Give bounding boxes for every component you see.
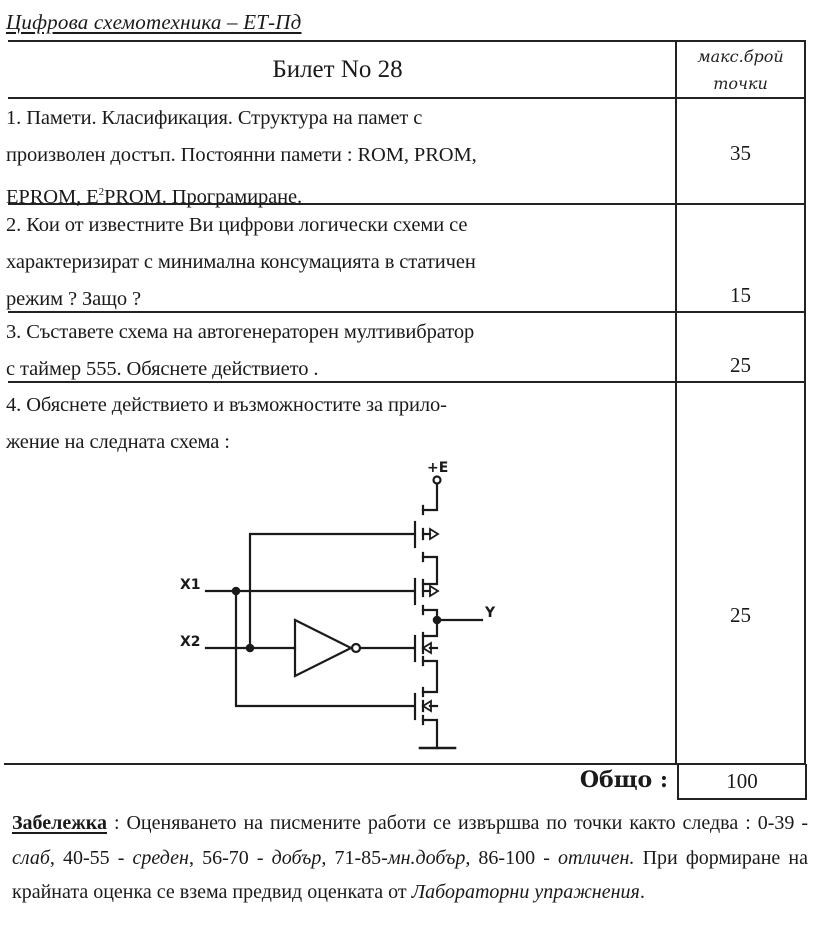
course-title: Цифрова схемотехника – ЕТ-Пд	[6, 10, 302, 34]
nmos-transistor-1-icon	[415, 633, 437, 692]
total-value: 100	[677, 764, 807, 800]
points-header-line-1: макс.брой	[697, 47, 784, 66]
supply-wire	[423, 484, 437, 510]
question-1-line-3: EPROM, $E^2PROM$. Програмиране.	[6, 185, 303, 208]
supply-label: +E	[427, 460, 449, 476]
output-label: Y	[485, 605, 496, 621]
grade-average: среден	[132, 846, 189, 869]
total-label: Общо :	[579, 767, 668, 793]
question-1-points: 35	[730, 141, 751, 165]
grade-good: добър	[271, 846, 322, 869]
input-x1-label: X1	[180, 577, 201, 593]
question-1-line-1: 1. Памети. Класификация. Структура на памет с	[6, 107, 423, 129]
supply-terminal-icon	[434, 477, 441, 484]
question-1-line-2: произволен достъп. Постоянни памети : ROM, PROM,	[6, 144, 477, 166]
nmos-transistor-2-icon	[415, 688, 437, 748]
pmos-transistor-2-icon	[415, 579, 438, 620]
input-x2-label: X2	[180, 634, 201, 650]
grade-excellent: отличен.	[557, 846, 635, 869]
pmos-transistor-1-icon	[415, 506, 438, 584]
question-4-points: 25	[730, 603, 751, 627]
question-4-line-2: жение на следната схема :	[6, 431, 230, 453]
question-2-points: 15	[730, 283, 751, 307]
question-3-line-1: 3. Съставете схема на автогенераторен мултивибратор	[6, 321, 475, 343]
points-header-line-2: точки	[713, 74, 768, 93]
grading-note: Забележка : Оценяването на писмените работи се извършва по точки както следва : 0-39 - слаб, 40-55 - среден, 56-70 - добър, 71-85-мн.добър, 86-100 - отличен. При формиране на крайната оценка се взема предвид оценката от Лабораторни упражнения.	[12, 812, 808, 903]
question-3-line-2: с таймер 555. Обяснете действието .	[6, 358, 319, 380]
question-2-line-3: режим ? Защо ?	[6, 288, 142, 310]
lab-exercises: Лабораторни упражнения	[411, 881, 640, 903]
inverter-icon	[295, 620, 351, 676]
grade-weak: слаб	[12, 846, 50, 869]
question-4-line-1: 4. Обяснете действието и възможностите за прило-	[6, 394, 447, 416]
question-2-line-2: характеризират с минимална консумацията в статичен	[6, 251, 476, 273]
ticket-title: Билет No 28	[272, 56, 403, 83]
question-3-points: 25	[730, 353, 751, 377]
note-label: Забележка	[12, 812, 107, 834]
question-2-line-1: 2. Кои от известните Ви цифрови логически схеми се	[6, 214, 468, 236]
grade-very-good: мн.добър	[387, 846, 466, 869]
